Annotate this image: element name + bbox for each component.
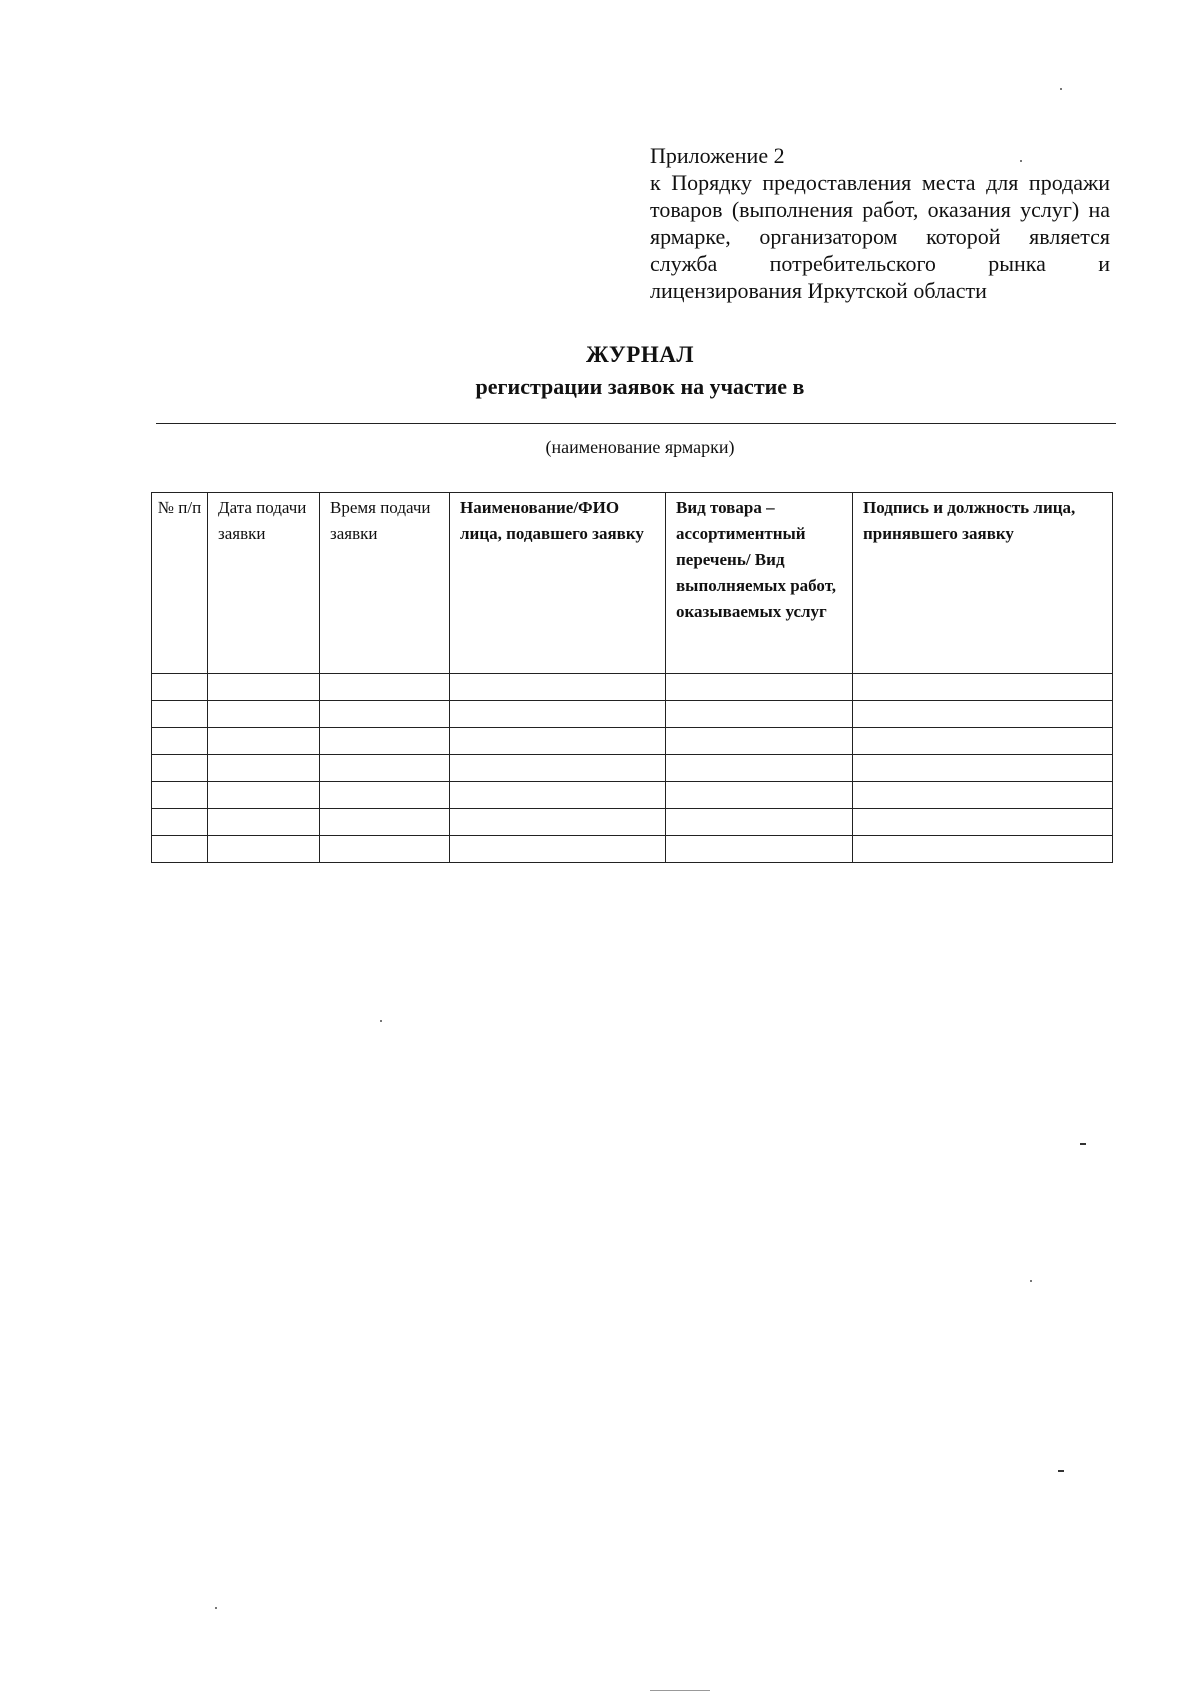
registration-journal-table <box>151 492 1113 863</box>
table-cell <box>152 755 208 782</box>
table-cell <box>208 782 320 809</box>
table-cell <box>320 782 450 809</box>
table-cell <box>320 728 450 755</box>
appendix-reference: к Порядку предоставления места для продажи товаров (выполнения работ, оказания услуг) на ярмарке, организатором которой является служба потребительского рынка и лицензирования Иркутской области <box>650 170 1110 303</box>
table-cell <box>320 755 450 782</box>
table-cell <box>450 674 666 701</box>
header-submission-date: Дата подачи заявки <box>208 493 320 674</box>
header-number: № п/п <box>152 493 208 674</box>
table-cell <box>450 755 666 782</box>
table-cell <box>208 674 320 701</box>
table-cell <box>853 674 1113 701</box>
scan-speck <box>1080 1143 1086 1145</box>
table-cell <box>320 674 450 701</box>
table-cell <box>320 701 450 728</box>
appendix-number: Приложение 2 <box>650 143 785 168</box>
table-cell <box>450 809 666 836</box>
table-cell <box>666 809 853 836</box>
table-cell <box>152 809 208 836</box>
table-cell <box>208 701 320 728</box>
table-cell <box>853 701 1113 728</box>
fair-name-caption: (наименование ярмарки) <box>545 437 735 457</box>
table-row <box>152 836 1113 863</box>
table-row <box>152 755 1113 782</box>
scan-speck <box>1020 160 1022 162</box>
table-row <box>152 674 1113 701</box>
table-body <box>152 674 1113 863</box>
scan-speck <box>380 1020 382 1022</box>
table-cell <box>450 782 666 809</box>
table-header-row <box>152 493 1113 674</box>
table-row <box>152 701 1113 728</box>
appendix-block <box>650 142 1110 304</box>
header-applicant-name: Наименование/ФИО лица, подавшего заявку <box>450 493 666 674</box>
table-cell <box>152 782 208 809</box>
table-cell <box>450 836 666 863</box>
scan-speck <box>650 1690 710 1691</box>
table-cell <box>853 809 1113 836</box>
table-cell <box>152 701 208 728</box>
table-cell <box>208 836 320 863</box>
table-cell <box>853 782 1113 809</box>
scan-speck <box>1030 1280 1032 1282</box>
table-cell <box>450 701 666 728</box>
scan-speck <box>1060 88 1062 90</box>
scan-speck <box>215 1607 217 1609</box>
journal-title: ЖУРНАЛ <box>586 342 694 367</box>
table-cell <box>320 836 450 863</box>
table-cell <box>666 728 853 755</box>
table-cell <box>208 728 320 755</box>
fair-name-blank-line <box>156 423 1116 424</box>
table-cell <box>208 755 320 782</box>
table-cell <box>152 728 208 755</box>
header-goods-type: Вид товара – ассортиментный перечень/ Вид выполняемых работ, оказываемых услуг <box>666 493 853 674</box>
table-row <box>152 782 1113 809</box>
table-cell <box>666 701 853 728</box>
table-cell <box>853 755 1113 782</box>
journal-subtitle: регистрации заявок на участие в <box>475 374 805 399</box>
table-cell <box>208 809 320 836</box>
table-cell <box>666 674 853 701</box>
table-cell <box>320 809 450 836</box>
table-cell <box>666 836 853 863</box>
header-receiver-signature: Подпись и должность лица, принявшего заявку <box>853 493 1113 674</box>
scan-speck <box>1058 1470 1064 1472</box>
table-cell <box>666 782 853 809</box>
table-row <box>152 728 1113 755</box>
table-cell <box>666 755 853 782</box>
table-cell <box>853 836 1113 863</box>
table-cell <box>152 836 208 863</box>
table-row <box>152 809 1113 836</box>
table-cell <box>152 674 208 701</box>
header-submission-time: Время подачи заявки <box>320 493 450 674</box>
table-cell <box>450 728 666 755</box>
table-cell <box>853 728 1113 755</box>
